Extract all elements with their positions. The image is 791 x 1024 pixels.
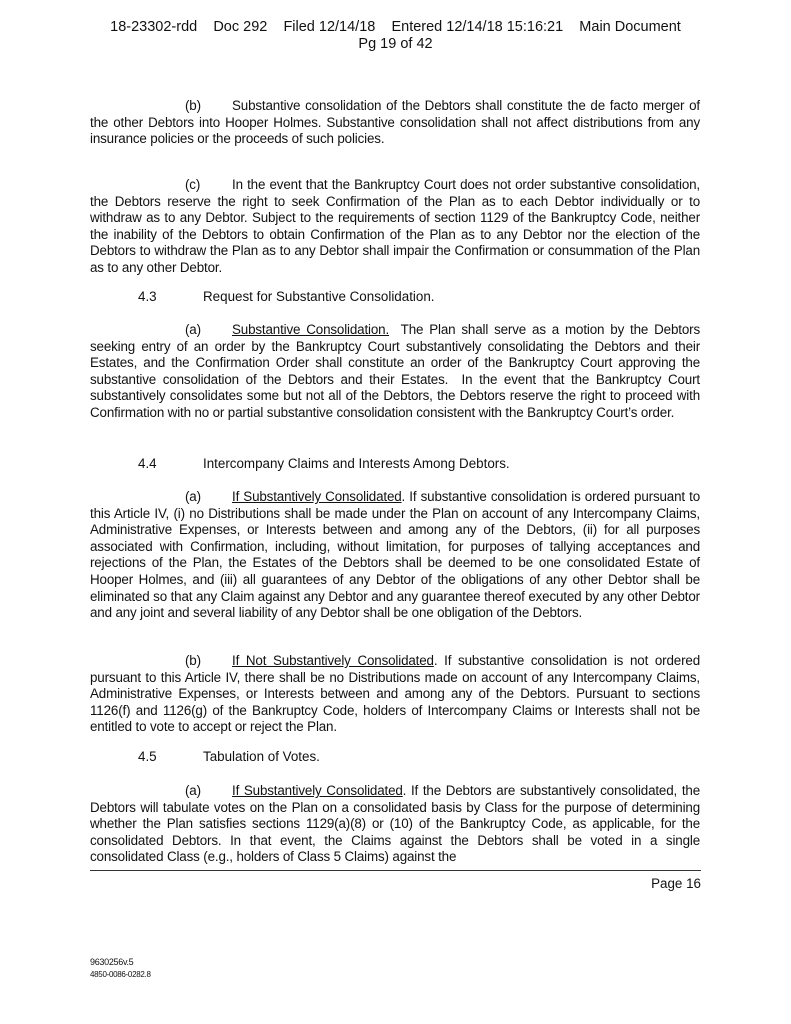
paragraph-text: . If substantive consolidation is ordered pursuant to this Article IV, (i) no Distributions shall be made under the Plan on account of any Intercompany Claims, Administrative Expenses, or Interests between and among any of the Debtors, (ii) for all purposes associated with Confirmation, including, without limitation, for purposes of tallying acceptances and rejections of the Plan, the Estates of the Debtors shall be deemed to be one consolidated Estate of Hooper Holmes, and (iii) all guarantees of any Debtor of the obligations of any other Debtor shall be eliminated so that any Claim against any Debtor and any guarantee thereof executed by any other Debtor and any joint and several liability of any Debtor shall be one obligation of the Debtors. [90,489,701,621]
paragraph-text: The Plan shall serve as a motion by the Debtors seeking entry of an order by the Bankruptcy Court substantively consolidating the Debtors and their Estates, and the Confirmation Order shall constitute an order of the Bankruptcy Court approving the substantive consolidation of the Debtors and their Estates. In the event that the Bankruptcy Court substantively consolidates some but not all of the Debtors, the Debtors reserve the right to proceed with Confirmation with no or partial substantive consolidation consistent with the Bankruptcy Court’s order. [90,322,704,420]
section-4-5-number: 4.5 [138,749,157,764]
section-4-5-title: Tabulation of Votes. [203,749,320,764]
paragraph-number: (b) [185,653,201,668]
court-filing-header [0,19,791,53]
paragraph-number: (a) [185,322,201,337]
paragraph-4-2-c [90,177,700,277]
paragraph-caption: If Not Substantively Consolidated [232,653,434,668]
document-id-secondary: 4850-0086-0282.8 [90,970,151,979]
paragraph-number: (b) [185,98,201,113]
paragraph-4-4-a [90,489,700,622]
paragraph-caption: Substantive Consolidation. [232,322,390,337]
document-id: 9630256v.5 [90,957,134,967]
paragraph-4-2-b [90,98,700,148]
paragraph-4-4-b [90,653,700,736]
paragraph-caption: If Substantively Consolidated [232,783,403,798]
paragraph-4-5-a [90,783,700,866]
page-number: Page 16 [651,876,701,891]
paragraph-number: (c) [185,177,201,192]
paragraph-text: . If substantive consolidation is not ordered pursuant to this Article IV, there shall be no Distributions made on account of any Intercompany Claims, Administrative Expenses, or Interests between and among any of the Debtors. Pursuant to sections 1126(f) and 1126(g) of the Bankruptcy Code, holders of Intercompany Claims or Interests shall not be entitled to vote to accept or reject the Plan. [90,653,700,735]
paragraph-text: In the event that the Bankruptcy Court does not order substantive consolidation, the Debtors reserve the right to seek Confirmation of the Plan as to each Debtor individually or to withdraw as to any Debtor. Subject to the requirements of section 1129 of the Bankruptcy Code, neither the inability of the Debtors to obtain Confirmation of the Plan as to any Debtor nor the election of the Debtors to withdraw the Plan as to any Debtor shall impair the Confirmation or consummation of the Plan as to any other Debtor. [90,177,700,275]
paragraph-4-3-a [90,322,704,422]
paragraph-number: (a) [185,783,201,798]
section-4-3-title: Request for Substantive Consolidation. [203,289,435,304]
paragraph-text: Substantive consolidation of the Debtors shall constitute the de facto merger of the other Debtors into Hooper Holmes. Substantive consolidation shall not affect distributions from any insurance policies or the proceeds of such policies. [90,98,700,147]
page-count: Pg 19 of 42 [358,36,433,52]
filing-info: 18-23302-rdd Doc 292 Filed 12/14/18 Entered 12/14/18 15:16:21 Main Document [110,19,681,35]
paragraph-text: . If the Debtors are substantively consolidated, the Debtors will tabulate votes on the Plan on a consolidated basis by Class for the purpose of determining whether the Plan satisfies sections 1129(a)(8) or (10) of the Bankruptcy Code, as applicable, for the consolidated Debtors. In that event, the Claims against the Debtors shall be voted in a single consolidated Class (e.g., holders of Class 5 Claims) against the [90,783,700,865]
paragraph-caption: If Substantively Consolidated [232,489,402,504]
paragraph-number: (a) [185,489,201,504]
footer-divider [90,870,701,871]
section-4-3-number: 4.3 [138,289,157,304]
section-4-4-title: Intercompany Claims and Interests Among Debtors. [203,456,510,471]
section-4-4-number: 4.4 [138,456,157,471]
